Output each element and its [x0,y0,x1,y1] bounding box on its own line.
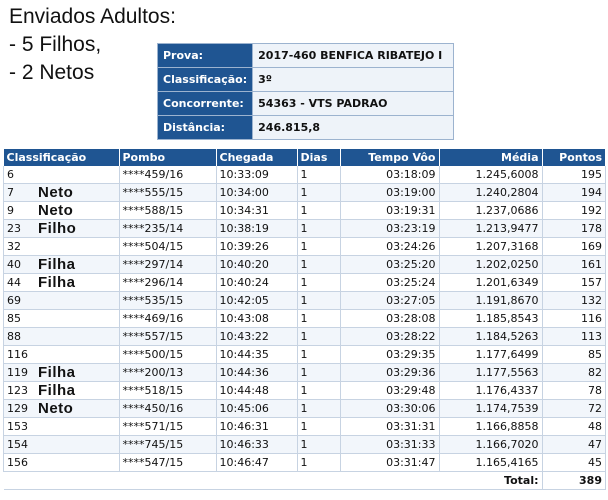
cell-dias: 1 [297,454,340,472]
classificacao-number: 156 [7,456,28,469]
cell-chegada: 10:44:48 [216,382,297,400]
table-row [4,238,606,256]
cell-pontos: 48 [542,418,606,436]
cell-pontos: 195 [542,166,606,184]
cell-chegada: 10:45:06 [216,400,297,418]
cell-tempo-voo: 03:25:20 [340,256,439,274]
cell-tempo-voo: 03:31:47 [340,454,439,472]
table-row [4,328,606,346]
cell-media: 1.201,6349 [439,274,542,292]
cell-pontos: 45 [542,454,606,472]
relation-tag: Filho [38,220,77,237]
cell-classificacao [4,292,120,310]
cell-dias: 1 [297,166,340,184]
cell-pontos: 157 [542,274,606,292]
cell-pombo: ****504/15 [119,238,216,256]
cell-pontos: 116 [542,310,606,328]
cell-chegada: 10:44:36 [216,364,297,382]
cell-classificacao [4,328,120,346]
cell-dias: 1 [297,436,340,454]
classificacao-number: 85 [7,312,21,325]
info-label: Concorrente: [158,92,253,116]
cell-tempo-voo: 03:31:31 [340,418,439,436]
cell-pontos: 85 [542,346,606,364]
classificacao-number: 88 [7,330,21,343]
cell-pontos: 192 [542,202,606,220]
table-row [4,184,606,202]
cell-classificacao [4,184,120,202]
cell-pombo: ****200/13 [119,364,216,382]
cell-pontos: 194 [542,184,606,202]
cell-dias: 1 [297,220,340,238]
info-value: 3º [253,68,454,92]
cell-chegada: 10:33:09 [216,166,297,184]
table-row [4,274,606,292]
cell-pontos: 132 [542,292,606,310]
info-value: 54363 - VTS PADRAO [253,92,454,116]
cell-dias: 1 [297,202,340,220]
cell-chegada: 10:39:26 [216,238,297,256]
classificacao-number: 9 [7,204,14,217]
cell-media: 1.237,0686 [439,202,542,220]
cell-classificacao [4,274,120,292]
intro-line-filhos: - 5 Filhos, [9,33,102,56]
cell-tempo-voo: 03:24:26 [340,238,439,256]
cell-classificacao [4,436,120,454]
cell-tempo-voo: 03:23:19 [340,220,439,238]
cell-pontos: 72 [542,400,606,418]
classificacao-number: 23 [7,222,21,235]
cell-chegada: 10:40:24 [216,274,297,292]
cell-chegada: 10:34:31 [216,202,297,220]
cell-dias: 1 [297,274,340,292]
cell-chegada: 10:43:22 [216,328,297,346]
classificacao-number: 32 [7,240,21,253]
cell-tempo-voo: 03:29:36 [340,364,439,382]
table-row [4,166,606,184]
cell-chegada: 10:38:19 [216,220,297,238]
cell-classificacao [4,364,120,382]
cell-tempo-voo: 03:19:00 [340,184,439,202]
cell-pombo: ****547/15 [119,454,216,472]
cell-tempo-voo: 03:28:08 [340,310,439,328]
cell-pontos: 78 [542,382,606,400]
cell-classificacao [4,382,120,400]
results-table [3,149,606,490]
cell-media: 1.184,5263 [439,328,542,346]
table-row [4,256,606,274]
table-row [4,364,606,382]
cell-media: 1.174,7539 [439,400,542,418]
cell-pontos: 161 [542,256,606,274]
cell-media: 1.213,9477 [439,220,542,238]
cell-tempo-voo: 03:31:33 [340,436,439,454]
cell-chegada: 10:46:31 [216,418,297,436]
table-row [4,418,606,436]
cell-pombo: ****535/15 [119,292,216,310]
classificacao-number: 44 [7,276,21,289]
cell-chegada: 10:46:47 [216,454,297,472]
cell-chegada: 10:42:05 [216,292,297,310]
total-blank [4,472,440,490]
cell-pontos: 82 [542,364,606,382]
cell-pombo: ****555/15 [119,184,216,202]
header-classificacao: Classificação [4,149,120,166]
relation-tag: Filha [38,256,76,273]
relation-tag: Filha [38,274,76,291]
info-label: Prova: [158,44,253,68]
header-dias: Dias [297,149,340,166]
classificacao-number: 69 [7,294,21,307]
total-label: Total: [439,472,542,490]
cell-classificacao [4,346,120,364]
table-row [4,382,606,400]
cell-pombo: ****450/16 [119,400,216,418]
relation-tag: Filha [38,382,76,399]
cell-pombo: ****297/14 [119,256,216,274]
race-info-table [157,43,454,140]
intro-title: Enviados Adultos: [9,5,176,28]
cell-classificacao [4,256,120,274]
table-row [4,436,606,454]
info-row [158,116,454,140]
cell-pombo: ****518/15 [119,382,216,400]
cell-tempo-voo: 03:28:22 [340,328,439,346]
relation-tag: Neto [38,184,74,201]
cell-chegada: 10:46:33 [216,436,297,454]
cell-media: 1.202,0250 [439,256,542,274]
cell-pombo: ****745/15 [119,436,216,454]
cell-tempo-voo: 03:27:05 [340,292,439,310]
cell-classificacao [4,418,120,436]
info-value: 246.815,8 [253,116,454,140]
cell-pombo: ****296/14 [119,274,216,292]
cell-classificacao [4,454,120,472]
cell-pontos: 47 [542,436,606,454]
cell-dias: 1 [297,328,340,346]
cell-chegada: 10:44:35 [216,346,297,364]
header-pombo: Pombo [119,149,216,166]
cell-dias: 1 [297,292,340,310]
cell-media: 1.240,2804 [439,184,542,202]
cell-classificacao [4,166,120,184]
cell-tempo-voo: 03:29:48 [340,382,439,400]
table-row [4,202,606,220]
cell-pontos: 113 [542,328,606,346]
cell-pombo: ****459/16 [119,166,216,184]
info-label: Distância: [158,116,253,140]
cell-media: 1.177,5563 [439,364,542,382]
header-pontos: Pontos [542,149,606,166]
info-label: Classificação: [158,68,253,92]
cell-pombo: ****571/15 [119,418,216,436]
cell-media: 1.191,8670 [439,292,542,310]
info-value: 2017-460 BENFICA RIBATEJO I [253,44,454,68]
cell-classificacao [4,220,120,238]
header-chegada: Chegada [216,149,297,166]
table-row [4,400,606,418]
cell-media: 1.177,6499 [439,346,542,364]
total-value: 389 [542,472,606,490]
cell-media: 1.176,4337 [439,382,542,400]
classificacao-number: 119 [7,366,28,379]
cell-dias: 1 [297,310,340,328]
cell-tempo-voo: 03:18:09 [340,166,439,184]
info-row [158,68,454,92]
cell-pombo: ****557/15 [119,328,216,346]
table-row [4,454,606,472]
results-header-row [4,149,606,166]
cell-media: 1.166,8858 [439,418,542,436]
cell-dias: 1 [297,346,340,364]
cell-pombo: ****500/15 [119,346,216,364]
cell-tempo-voo: 03:25:24 [340,274,439,292]
total-row [4,472,606,490]
classificacao-number: 6 [7,168,14,181]
classificacao-number: 7 [7,186,14,199]
table-row [4,220,606,238]
cell-media: 1.207,3168 [439,238,542,256]
cell-classificacao [4,400,120,418]
cell-media: 1.166,7020 [439,436,542,454]
cell-chegada: 10:40:20 [216,256,297,274]
info-row [158,92,454,116]
table-row [4,310,606,328]
cell-chegada: 10:43:08 [216,310,297,328]
classificacao-number: 116 [7,348,28,361]
classificacao-number: 154 [7,438,28,451]
relation-tag: Filha [38,364,76,381]
cell-dias: 1 [297,418,340,436]
cell-dias: 1 [297,382,340,400]
cell-pombo: ****588/15 [119,202,216,220]
cell-tempo-voo: 03:30:06 [340,400,439,418]
classificacao-number: 129 [7,402,28,415]
intro-line-netos: - 2 Netos [9,61,95,84]
cell-chegada: 10:34:00 [216,184,297,202]
table-row [4,346,606,364]
cell-media: 1.165,4165 [439,454,542,472]
cell-pombo: ****469/16 [119,310,216,328]
cell-classificacao [4,202,120,220]
header-tempo-voo: Tempo Vôo [340,149,439,166]
cell-tempo-voo: 03:19:31 [340,202,439,220]
cell-tempo-voo: 03:29:35 [340,346,439,364]
table-row [4,292,606,310]
relation-tag: Neto [38,202,74,219]
cell-media: 1.245,6008 [439,166,542,184]
cell-classificacao [4,238,120,256]
cell-pombo: ****235/14 [119,220,216,238]
classificacao-number: 153 [7,420,28,433]
cell-dias: 1 [297,256,340,274]
cell-classificacao [4,310,120,328]
cell-dias: 1 [297,238,340,256]
cell-dias: 1 [297,184,340,202]
cell-pontos: 178 [542,220,606,238]
cell-dias: 1 [297,364,340,382]
classificacao-number: 123 [7,384,28,397]
cell-media: 1.185,8543 [439,310,542,328]
cell-pontos: 169 [542,238,606,256]
header-media: Média [439,149,542,166]
cell-dias: 1 [297,400,340,418]
classificacao-number: 40 [7,258,21,271]
info-row [158,44,454,68]
intro-text [9,3,176,87]
relation-tag: Neto [38,400,74,417]
